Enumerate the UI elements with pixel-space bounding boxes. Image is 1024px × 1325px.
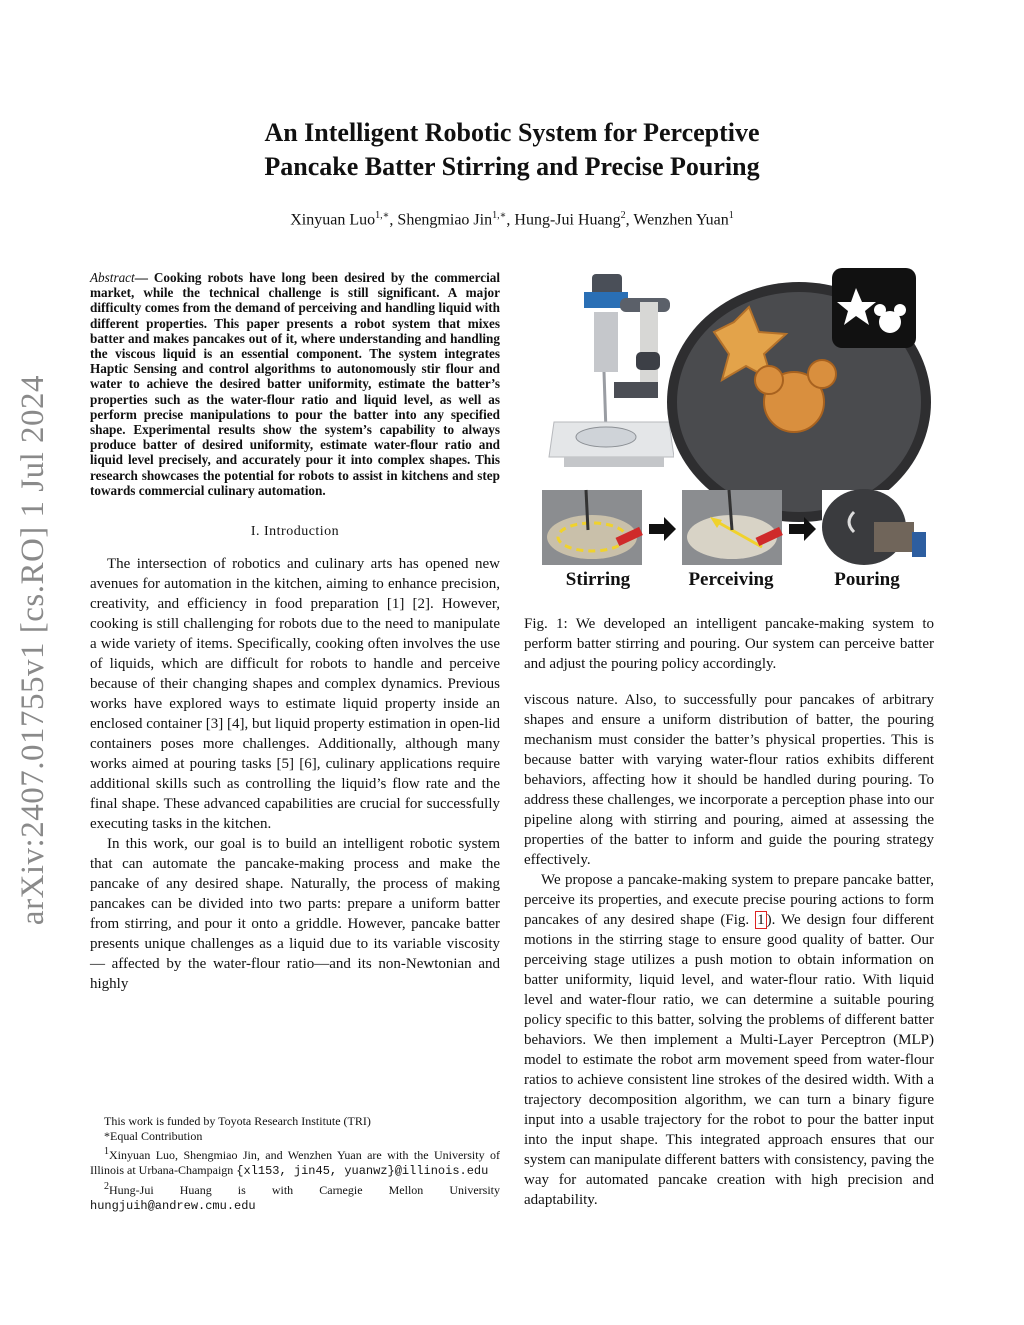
email[interactable]: hungjuih@andrew.cmu.edu (90, 1199, 256, 1213)
author-affiliation: 1,∗ (492, 210, 507, 221)
arrow-icon (649, 517, 676, 541)
title-line-2: Pancake Batter Stirring and Precise Pouring (264, 152, 760, 181)
arxiv-identifier: arXiv:2407.01755v1 [cs.RO] 1 Jul 2024 (15, 374, 51, 926)
footnote-equal-contribution: *Equal Contribution (104, 1129, 203, 1143)
right-column (524, 262, 934, 1210)
author-affiliation: 1 (728, 210, 734, 221)
author: Wenzhen Yuan (633, 211, 729, 229)
abstract-label: Abstract (90, 270, 135, 285)
author-affiliation: 2 (620, 210, 626, 221)
left-column (90, 270, 500, 994)
pouring-image (822, 489, 932, 565)
intro-paragraph-2: In this work, our goal is to build an intelligent robotic system that can automate the pancake-making process and make the pancake of any desired shape. Naturally, the process of making pancakes can be divided into two parts: prepare a uniform batter from stirring, and pour it onto a griddle. However, pancake batter presents unique challenges as a liquid due to its variable viscosity — affected by the water-flour ratio—and its non-Newtonian and highly (90, 836, 500, 993)
footnote-affiliation-1: $^1$Xinyuan Luo, Shengmiao Jin, and Wenzhen Yuan are with the University of Illinois at Urbana-Champaign {xl153, jin45, yuanwz}@illinois.edu (90, 1146, 500, 1178)
footnotes (90, 1114, 500, 1214)
intro-paragraph-1: The intersection of robotics and culinary arts has opened new avenues for automation in the kitchen, aiming to enhance precision, creativity, and efficiency in food preparation [1] [2]. However, cooking is still challenging for robots due to the need to manipulate a wide variety of items. Specifically, cooking often involves the use of liquids, which are difficult for robots to handle and perceive because of their changing shapes and complex dynamics. Previous works have explored ways to estimate liquid property inside an enclosed container [3] [4], but liquid property estimation in open-lid containers poses more challenges. Additionally, although many works aimed at pouring tasks [5] [6], culinary applications require additional skills such as controlling the liquid’s flow rate and the final shape. These advanced capabilities are crucial for successfully executing tasks in the kitchen. (90, 556, 500, 833)
abstract-text: — Cooking robots have long been desired by the commercial market, while the technical challenge is still significant. A major difficulty comes from the demand of perceiving and handling liquid with different properties. This paper presents a robot system that mixes batter and makes pancakes out of it, where understanding and handling the viscous liquid is an essential component. The system integrates Haptic Sensing and control algorithms to autonomously stir flour and water to achieve the desired batter uniformity, estimate the batter’s properties such as the water-flour ratio and liquid level, as well as perform precise manipulations to pour the batter into any specified shape. Experimental results show the system’s capability to always produce batter of desired uniformity, estimate water-flour ratio and liquid level precisely, and accurately pour it into complex shapes. This research showcases the potential for robots to assist in kitchens and step towards commercial culinary automation. (90, 270, 500, 498)
robot-arm-image (542, 272, 674, 477)
paper-title (0, 116, 1024, 184)
author-list: Xinyuan Luo$^{1,∗}$, Shengmiao Jin$^{1,∗}$, Hung-Jui Huang$^2$, Wenzhen Yuan$^1$ (290, 210, 734, 229)
figure-caption: Fig. 1: We developed an intelligent pancake-making system to perform batter stirring and pouring. Our system can perceive batter and adjust the pouring policy accordingly. (524, 616, 934, 672)
perceiving-label: Perceiving (688, 569, 774, 590)
abstract (90, 270, 500, 498)
author-affiliation: 1,∗ (375, 210, 390, 221)
griddle-image (667, 264, 931, 522)
pouring-label: Pouring (834, 569, 900, 590)
figure-reference-link[interactable]: 1 (757, 912, 765, 928)
author: Hung-Jui Huang (514, 211, 621, 229)
author: Shengmiao Jin (397, 211, 493, 229)
footnote-affiliation-2: $^2$Hung-Jui Huang is with Carnegie Mellon University hungjuih@andrew.cmu.edu (90, 1181, 500, 1213)
right-paragraph-1: viscous nature. Also, to successfully pour pancakes of arbitrary shapes and ensure a uniform distribution of batter, the pouring mechanism must consider the batter’s physical properties. This is because batter with varying water-flour ratios exhibits different behaviors, affecting how it should be handled during pouring. To address these challenges, we incorporate a perception phase into our pipeline along with stirring and pouring, aimed at assessing the properties of the batter to inform and guide the pouring strategy effectively. (524, 692, 934, 868)
stirring-image (542, 490, 643, 565)
footnote-funding: This work is funded by Toyota Research Institute (TRI) (104, 1114, 371, 1128)
title-line-1: An Intelligent Robotic System for Perceptive (264, 118, 760, 147)
stirring-label: Stirring (565, 569, 631, 590)
author: Xinyuan Luo (290, 211, 376, 229)
email[interactable]: {xl153, jin45, yuanwz}@illinois.edu (236, 1164, 489, 1178)
section-heading: I. Introduction (250, 524, 340, 540)
figure-1 (524, 262, 934, 602)
perceiving-image (682, 490, 783, 565)
right-paragraph-2: We propose a pancake-making system to prepare pancake batter, perceive its properties, and execute precise pouring actions to form pancakes of any desired shape (Fig. 1 ). We design four different motions in the stirring stage to ensure good quality of batter. Our perceiving stage utilizes a push motion to obtain information on batter uniformity, liquid level, and water-flour ratio. With liquid level and water-flour ratio, we can determine a suitable pouring policy specific to this batter, solving the problems of different batter behaviors. We then implement a Multi-Layer Perceptron (MLP) model to estimate the robot arm movement speed from water-flour ratios to achieve consistent line strokes of the desired width. With a trajectory decomposition algorithm, we can turn a binary figure input into a usable trajectory for the robot to pour the batter input into the input shape. This integrated approach ensures that our system can manipulate different batters with consistency, paving the way for automated pancake creation with high precision and adaptability. (524, 872, 934, 1208)
figure-1-illustration (524, 262, 934, 602)
